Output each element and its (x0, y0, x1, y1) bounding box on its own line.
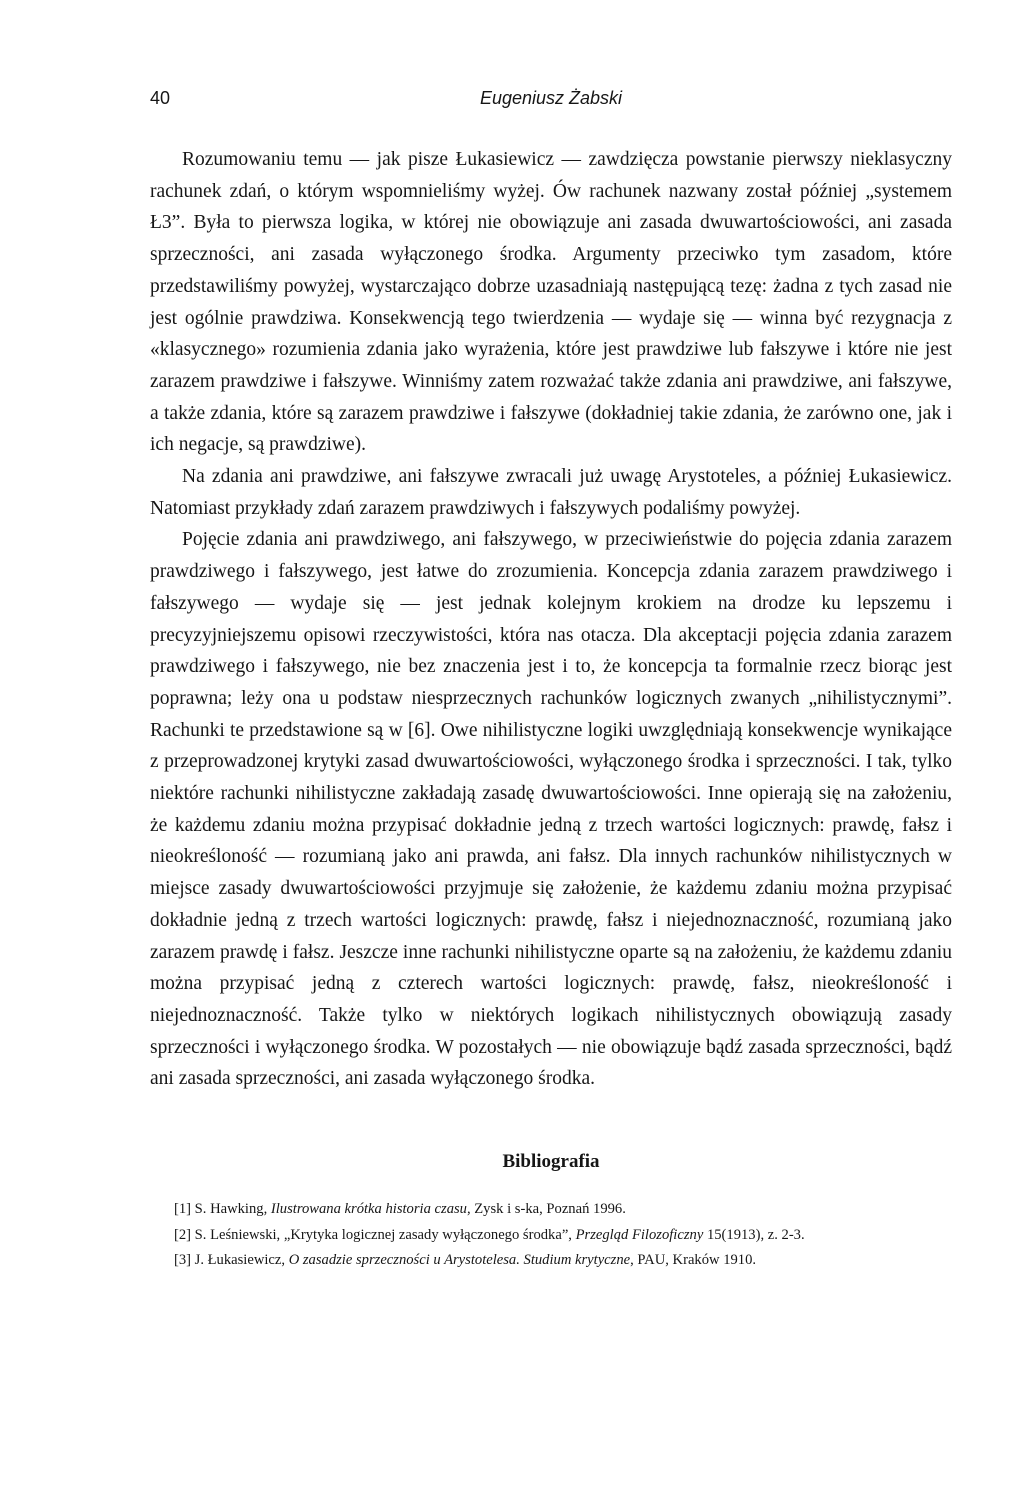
bibliography-item (150, 1199, 952, 1220)
body-text (150, 144, 952, 1095)
bibliography-heading: Bibliografia (502, 1151, 600, 1173)
bib-item-title: Przegląd Filozoficzny (575, 1226, 704, 1243)
bib-item-text: , Zysk i s-ka, Poznań 1996. (466, 1201, 626, 1218)
bib-item-title: Ilustrowana krótka historia czasu (270, 1201, 467, 1218)
bibliography-item (150, 1225, 952, 1246)
bib-item-text: , PAU, Kraków 1910. (630, 1252, 757, 1269)
bib-item-text: [1] S. Hawking, (174, 1201, 271, 1218)
bib-item-text: [2] S. Leśniewski, „Krytyka logicznej zasady wyłączonego środka”, (174, 1226, 576, 1243)
paragraph: Na zdania ani prawdziwe, ani fałszywe zwracali już uwagę Arystoteles, a później Łukasiewicz. Natomiast przykłady zdań zarazem prawdziwych i fałszywych podaliśmy powyżej. (150, 466, 952, 519)
page-header (150, 88, 952, 118)
bib-item-text: 15(1913), z. 2-3. (703, 1226, 805, 1243)
bib-item-text: [3] J. Łukasiewicz, (174, 1252, 289, 1269)
bibliography-list (150, 1199, 952, 1271)
bibliography-item (150, 1250, 952, 1271)
page-number: 40 (150, 88, 171, 108)
running-head: Eugeniusz Żabski (479, 88, 623, 108)
paragraph: Pojęcie zdania ani prawdziwego, ani fałszywego, w przeciwieństwie do pojęcia zdania zarazem prawdziwego i fałszywego, jest łatwe do zrozumienia. Koncepcja zdania zarazem prawdziwego i fałszywego — wydaje się — jest jednak kolejnym krokiem na drodze ku lepszemu i precyzyjniejszemu opisowi rzeczywistości, która nas otacza. Dla akceptacji pojęcia zdania zarazem prawdziwego i fałszywego, nie bez znaczenia jest i to, że koncepcja ta formalnie rzecz biorąc jest poprawna; leży ona u podstaw niesprzecznych rachunków logicznych zwanych „nihilistycznymi”. Rachunki te przedstawione są w [6]. Owe nihilistyczne logiki uwzględniają konsekwencje wynikające z przeprowadzonej krytyki zasad dwuwartościowości, wyłączonego środka i sprzeczności. I tak, tylko niektóre rachunki nihilistyczne zakładają zasadę dwuwartościowości. Inne opierają się na założeniu, że każdemu zdaniu można przypisać dokładnie jedną z trzech wartości logicznych: prawdę, fałsz i nieokreśloność — rozumianą jako ani prawda, ani fałsz. Dla innych rachunków nihilistycznych w miejsce zasady dwuwartościowości przyjmuje się założenie, że każdemu zdaniu można przypisać dokładnie jedną z trzech wartości logicznych: prawdę, fałsz i niejednoznaczność, rozumianą jako zarazem prawdę i fałsz. Jeszcze inne rachunki nihilistyczne oparte są na założeniu, że każdemu zdaniu można przypisać jedną z czterech wartości logicznych: prawdę, fałsz, nieokreśloność i niejednoznaczność. Także tylko w niektórych logikach nihilistycznych obowiązują zasady sprzeczności i wyłączonego środka. W pozostałych — nie obowiązuje bądź zasada sprzeczności, bądź ani zasada sprzeczności, ani zasada wyłączonego środka. (150, 529, 952, 1090)
page (150, 88, 952, 1276)
paragraph: Rozumowaniu temu — jak pisze Łukasiewicz — zawdzięcza powstanie pierwszy nieklasyczny rachunek zdań, o którym wspomnieliśmy wyżej. Ów rachunek nazwany został później „systemem Ł3”. Była to pierwsza logika, w której nie obowiązuje ani zasada dwuwartościowości, ani zasada sprzeczności, ani zasada wyłączonego środka. Argumenty przeciwko tym zasadom, które przedstawiliśmy powyżej, wystarczająco dobrze uzasadniają następującą tezę: żadna z tych zasad nie jest ogólnie prawdziwa. Konsekwencją tego twierdzenia — wydaje się — winna być rezygnacja z «klasycznego» rozumienia zdania jako wyrażenia, które jest prawdziwe lub fałszywe i które nie jest zarazem prawdziwe i fałszywe. Winniśmy zatem rozważać także zdania ani prawdziwe, ani fałszywe, a także zdania, które są zarazem prawdziwe i fałszywe (dokładniej takie zdania, że zarówno one, jak i ich negacje, są prawdziwe). (150, 149, 952, 456)
bib-item-title: O zasadzie sprzeczności u Arystotelesa. Studium krytyczne (288, 1252, 631, 1269)
